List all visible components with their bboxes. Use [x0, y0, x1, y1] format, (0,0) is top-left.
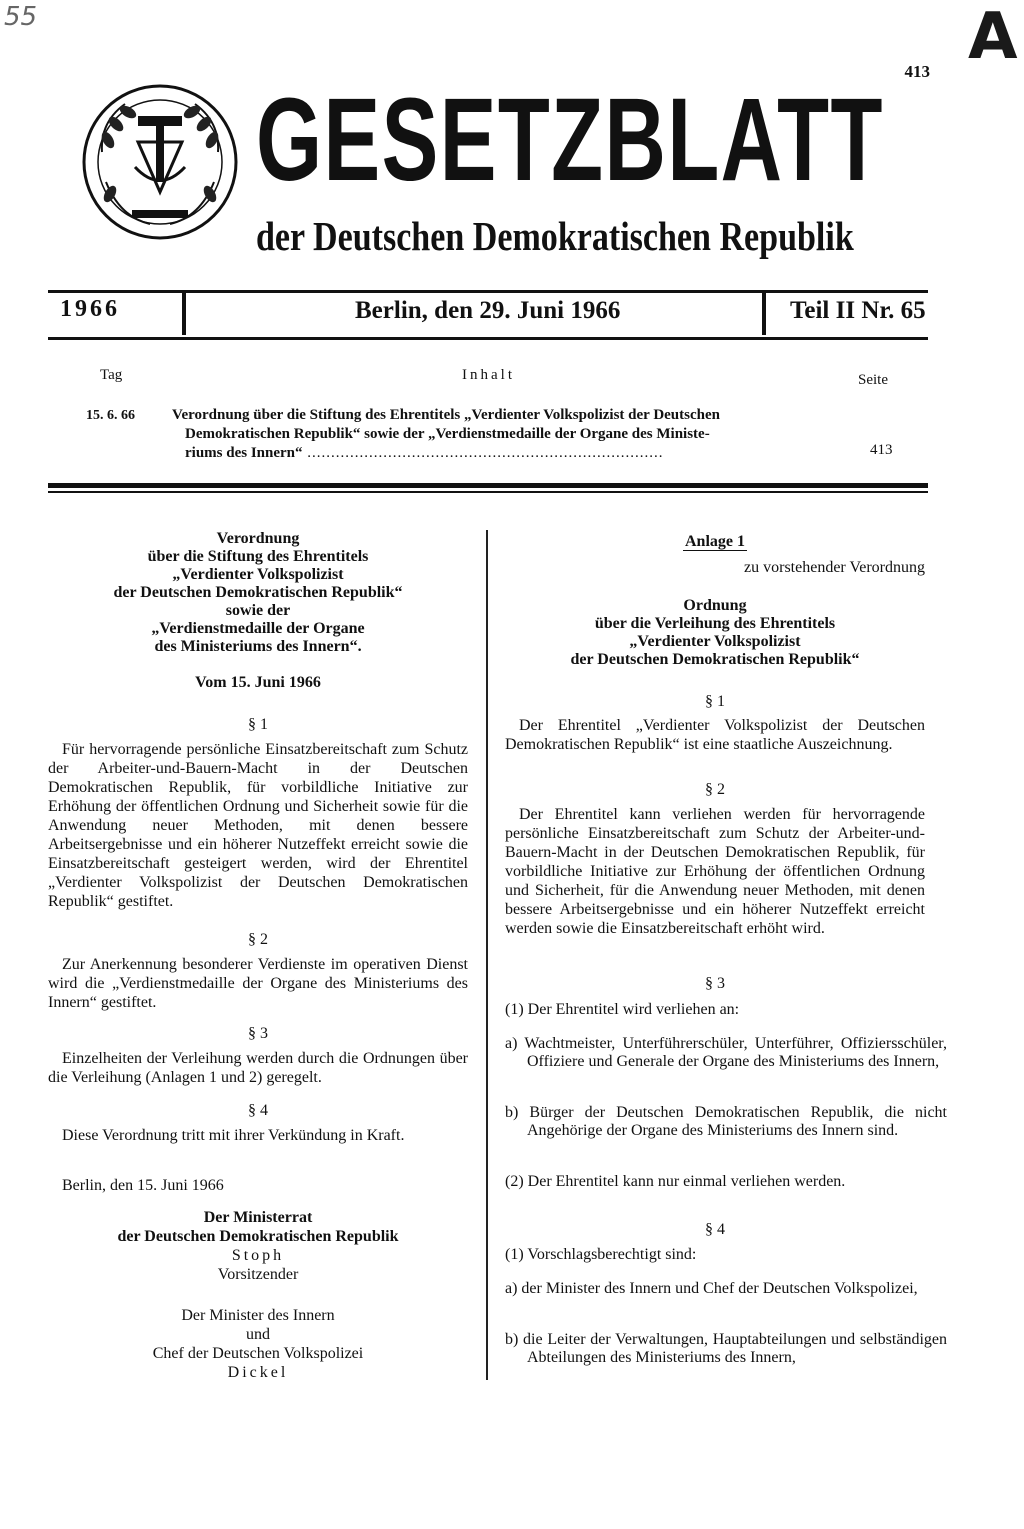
- decree-date: Vom 15. Juni 1966: [195, 674, 321, 691]
- contents-line: Verordnung über die Stiftung des Ehrentitels „Verdienter Volkspolizist der Deutschen: [172, 407, 720, 423]
- paragraph: (1) Der Ehrentitel wird verliehen an:: [505, 1001, 740, 1018]
- section-label: § 2: [705, 781, 725, 798]
- handwritten-note: 55: [4, 2, 38, 32]
- header-divider: [182, 293, 186, 335]
- contents-line: riums des Innern“ ...........................................................................: [185, 445, 664, 461]
- minister-line: Chef der Deutschen Volkspolizei: [152, 1345, 364, 1362]
- order-heading-line: „Verdienter Volkspolizist: [629, 633, 801, 650]
- decree-heading-line: der Deutschen Demokratischen Republik“: [113, 584, 403, 601]
- list-item: b) Bürger der Deutschen Demokratischen Republik, die nicht Angehörige der Organe des Ministeriums des Innern sind.: [505, 1104, 947, 1139]
- section-label: § 3: [705, 975, 725, 992]
- section-text: Der Ehrentitel kann verliehen werden für hervorragende persönliche Einsatzbereitschaft zum Schutz der Arbeiter-und-Bauern-Macht in der Deutschen Demokratischen Republik, für vorbildliche Initiative zur Erhöhung der öffentlichen Ordnung und Sicherheit, für die Anwendung neuer Methoden, mit denen bessere Arbeitsergebnisse und ein höherer Nutzeffekt erreicht werden sowie die Einsatzbereitschaft erhöht wird.: [505, 806, 925, 937]
- state-emblem-icon: [80, 82, 240, 242]
- council-line: Der Ministerrat: [203, 1209, 313, 1226]
- list-item: b) die Leiter der Verwaltungen, Hauptabteilungen und selbständigen Abteilungen des Ministeriums des Innern,: [505, 1331, 947, 1366]
- paragraph: (2) Der Ehrentitel kann nur einmal verliehen werden.: [505, 1173, 846, 1190]
- column-divider: [486, 530, 488, 1380]
- list-item: a) Wachtmeister, Unterführerschüler, Unterführer, Offiziersschüler, Offiziere und Generale der Organe des Ministeriums des Innern,: [505, 1035, 947, 1070]
- annex-label: [505, 532, 925, 551]
- decree-heading-line: über die Stiftung des Ehrentitels: [147, 548, 369, 565]
- section-text: Der Ehrentitel „Verdienter Volkspolizist der Deutschen Demokratischen Republik“ ist eine staatliche Auszeichnung.: [505, 717, 925, 753]
- section-label: § 3: [248, 1025, 268, 1042]
- list-item: a) der Minister des Innern und Chef der Deutschen Volkspolizei,: [505, 1280, 918, 1297]
- paragraph: (1) Vorschlagsberechtigt sind:: [505, 1246, 697, 1263]
- header-divider: [762, 293, 766, 335]
- decree-heading-line: sowie der: [225, 602, 291, 619]
- decree-heading: [48, 530, 468, 656]
- contents-day-header: Tag: [100, 367, 123, 383]
- contents-line: Demokratischen Republik“ sowie der „Verdienstmedaille der Organe des Ministe-: [185, 426, 710, 442]
- decree-heading-line: „Verdienstmedaille der Organe: [151, 620, 365, 637]
- masthead-title: GESETZBLATT: [256, 74, 884, 206]
- place-date: Berlin, den 15. Juni 1966: [62, 1177, 224, 1194]
- order-heading-line: der Deutschen Demokratischen Republik“: [570, 651, 860, 668]
- signatory-name: Dickel: [227, 1364, 289, 1381]
- order-heading-line: über die Verleihung des Ehrentitels: [594, 615, 836, 632]
- signature-block: [48, 1208, 468, 1382]
- decree-heading-line: Verordnung: [216, 530, 300, 547]
- decree-heading-line: des Ministeriums des Innern“.: [154, 638, 362, 655]
- minister-line: Der Minister des Innern: [181, 1307, 335, 1324]
- issue-part-number: Teil II Nr. 65: [790, 297, 926, 324]
- contents-entry-date: 15. 6. 66: [86, 408, 135, 423]
- order-heading-line: Ordnung: [683, 597, 747, 614]
- section-rule: [48, 491, 928, 493]
- contents-page-header: Seite: [858, 372, 888, 388]
- section-label: § 1: [705, 693, 725, 710]
- page-number: 413: [904, 62, 930, 81]
- masthead-subtitle: der Deutschen Demokratischen Republik: [256, 213, 854, 259]
- issue-date: Berlin, den 29. Juni 1966: [355, 297, 621, 324]
- council-line: der Deutschen Demokratischen Republik: [117, 1228, 399, 1245]
- section-text: Für hervorragende persönliche Einsatzbereitschaft zum Schutz der Arbeiter-und-Bauern-Macht in der Deutschen Demokratischen Republik, für vorbildliche Initiative zur Erhöhung der öffentlichen Ordnung und Sicherheit sowie für die Anwendung neuer Methoden, mit denen bessere Arbeitsergebnisse und ein höherer Nutzeffekt erreicht sowie die Einsatzbereitschaft gesteigert werden, wird der Ehrentitel „Verdienter Volkspolizist der Deutschen Demokratischen Republik“ gestiftet.: [48, 741, 468, 910]
- issue-year: 1966: [60, 296, 120, 322]
- section-text: Einzelheiten der Verleihung werden durch die Ordnungen über die Verleihung (Anlagen 1 und 2) geregelt.: [48, 1050, 468, 1086]
- contents-entry-page: 413: [870, 442, 893, 458]
- annex-reference: zu vorstehender Verordnung: [744, 559, 925, 576]
- section-text: Zur Anerkennung besonderer Verdienste im operativen Dienst wird die „Verdienstmedaille der Organe des Ministeriums des Innern“ gestiftet.: [48, 956, 468, 1011]
- contents-entry-title[interactable]: [172, 406, 832, 463]
- order-heading: [505, 597, 925, 669]
- section-label: § 2: [248, 931, 268, 948]
- section-label: § 4: [705, 1221, 725, 1238]
- archive-letter: A: [968, 0, 1018, 74]
- contents-title: Inhalt: [462, 367, 515, 383]
- section-rule: [48, 483, 928, 488]
- minister-line: und: [246, 1326, 270, 1343]
- signatory-name: Stoph: [231, 1247, 285, 1264]
- signatory-title: Vorsitzender: [217, 1266, 299, 1283]
- section-label: § 1: [248, 716, 268, 733]
- decree-heading-line: „Verdienter Volkspolizist: [172, 566, 344, 583]
- annex-label-text: Anlage 1: [685, 533, 745, 550]
- section-text: Diese Verordnung tritt mit ihrer Verkündung in Kraft.: [62, 1127, 405, 1144]
- section-label: § 4: [248, 1102, 268, 1119]
